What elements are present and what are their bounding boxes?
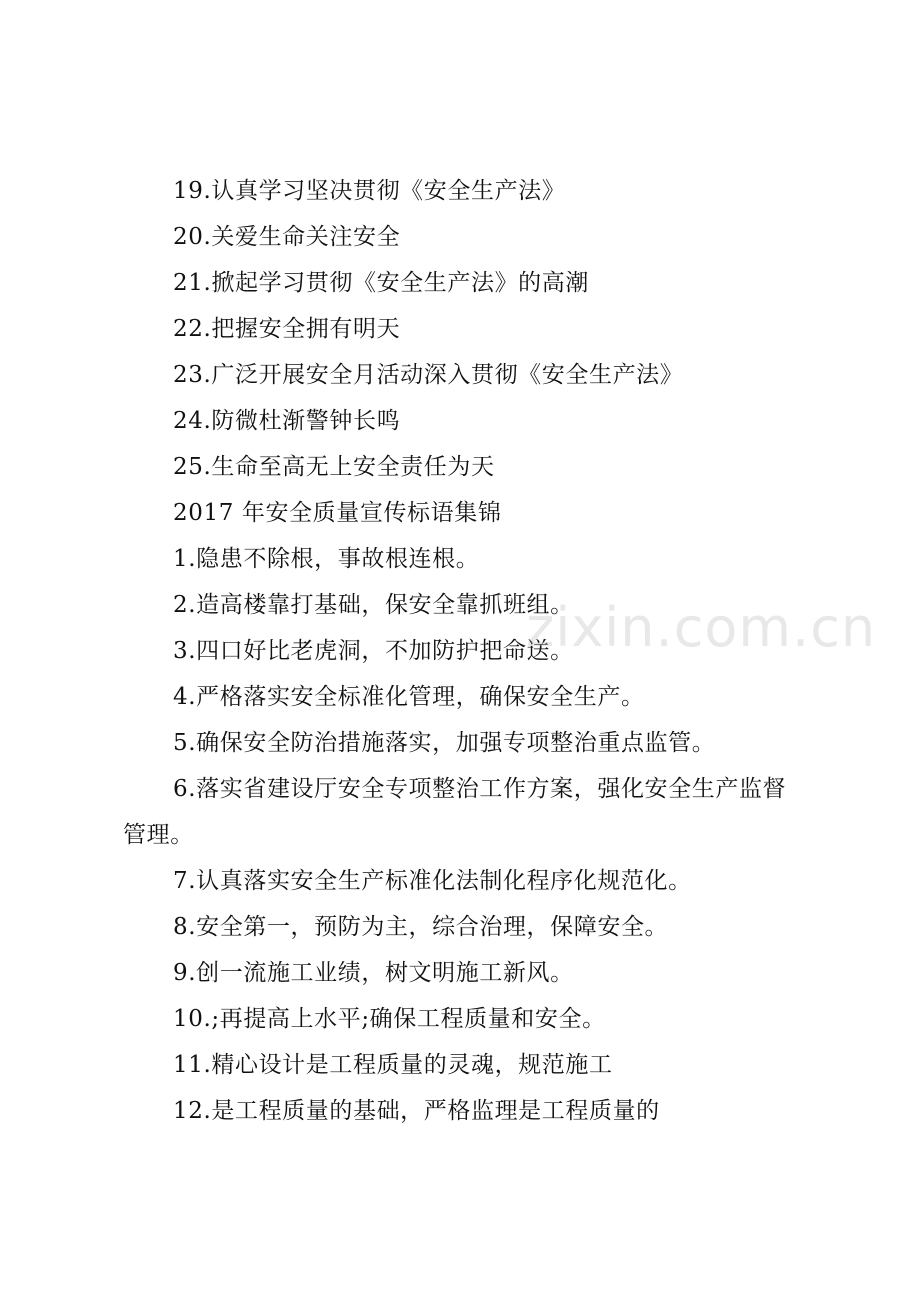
document-body [123,168,809,1134]
text-line: 3.四口好比老虎洞，不加防护把命送。 [173,638,574,664]
text-line: 21.掀起学习贯彻《安全生产法》的高潮 [173,270,589,296]
text-line: 4.严格落实安全标准化管理，确保安全生产。 [173,684,645,710]
text-line: 9.创一流施工业绩，树文明施工新风。 [173,960,574,986]
text-line: 23.广泛开展安全月活动深入贯彻《安全生产法》 [173,362,684,388]
text-line: 12.是工程质量的基础，严格监理是工程质量的 [173,1098,660,1124]
text-line: 2.造高楼靠打基础，保安全靠抓班组。 [173,592,574,618]
text-line: 8.安全第一，预防为主，综合治理，保障安全。 [173,914,669,940]
text-line: 22.把握安全拥有明天 [173,316,401,342]
text-line: 6.落实省建设厅安全专项整治工作方案，强化安全生产监督管理。 [123,776,787,848]
section-heading: 2017 年安全质量宣传标语集锦 [173,500,502,526]
text-line: 19.认真学习坚决贯彻《安全生产法》 [173,178,566,204]
text-line: 5.确保安全防治措施落实，加强专项整治重点监管。 [173,730,716,756]
text-line: 25.生命至高无上安全责任为天 [173,454,495,480]
text-line: 7.认真落实安全生产标准化法制化程序化规范化。 [173,868,692,894]
watermark: zixin.com.cn [526,596,877,659]
text-line: 11.精心设计是工程质量的灵魂，规范施工 [173,1052,613,1078]
text-line: 1.隐患不除根，事故根连根。 [173,546,480,572]
text-line: 20.关爱生命关注安全 [173,224,401,250]
text-line: 10.;再提高上水平;确保工程质量和安全。 [173,1006,606,1032]
text-line: 24.防微杜渐警钟长鸣 [173,408,401,434]
